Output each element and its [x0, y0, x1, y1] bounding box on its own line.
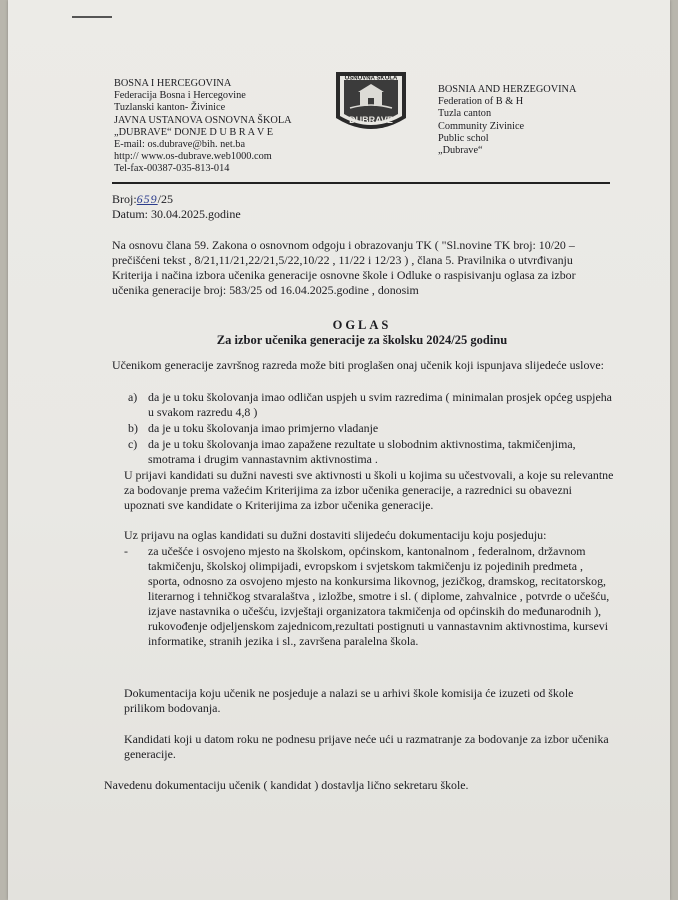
application-paragraph: U prijavi kandidati su dužni navesti sve aktivnosti u školi u kojima su učestvovali, a koje su relevantne za bodovanje prema važećim Kriterijima za izbor učenika generacije, a razrednici su obavezni upoznati sve kandidate o Kriterijima za izbor učenika generacije.	[124, 468, 614, 512]
reference-number	[112, 192, 241, 207]
header-left-line: BOSNA I HERCEGOVINA	[114, 78, 232, 89]
logo-bottom-text: DUBRAVE	[349, 115, 393, 125]
list-item-text: da je u toku školovanja imao primjerno vladanje	[148, 421, 379, 435]
title-line-2: Za izbor učenika generacije za školsku 2024/25 godinu	[216, 333, 508, 347]
header-left-line: „DUBRAVE“ DONJE D U B R A V E	[114, 126, 274, 138]
list-item-text: za učešće i osvojeno mjesto na školskom, općinskom, kantonalnom , federalnom, državnom takmičenju, školskoj olimpijadi, evropskom i svjetskom takmičenju iz pojedinih predmeta , sporta, odnosno za osvojeno mjesto na konkursima likovnog, jezičkog, dramskog, recitatorskog, literarnog i tehničkog stvaralaštva , izložbe, smotre i sl. ( diplome, zahvalnice , potvrde o učešću, izjave nastavnika o učešću, izvještaji organizatora takmičenja od općinskih do međunarodnih ), rukovođenje odjeljenskom zajednicom,rezultati postignuti u vannastavnim aktivnostima, kursevi informatike, stranih jezika i sl., završena paralelna škola.	[148, 544, 610, 648]
document-page	[8, 0, 670, 900]
header-left-line: Federacija Bosna i Hercegovine	[114, 90, 246, 102]
header-right-line: Public schol	[438, 132, 489, 144]
broj-handwritten: 659	[136, 192, 158, 206]
list-item	[112, 544, 612, 649]
delivery-paragraph: Navedenu dokumentaciju učenik ( kandidat ) dostavlja lično sekretaru škole.	[104, 778, 469, 792]
reference-date: Datum: 30.04.2025.godine	[112, 207, 241, 221]
docs-intro: Uz prijavu na oglas kandidati su dužni dostaviti slijedeću dokumentaciju koju posjeduju:	[124, 528, 547, 542]
header-right-line: Tuzla canton	[438, 108, 492, 120]
document-title	[112, 318, 612, 348]
title-line-1: OGLAS	[332, 318, 392, 332]
header-left-line: Tel-fax-00387-035-813-014	[114, 163, 230, 175]
school-emblem-icon	[330, 68, 412, 140]
header-right-line: Community Zivinice	[438, 120, 525, 132]
list-item-text: da je u toku školovanja imao zapažene rezultate u slobodnim aktivnostima, takmičenjima, smotrama i drugim vannastavnim aktivnostima .	[148, 437, 576, 466]
pen-mark	[72, 16, 112, 18]
list-item	[112, 421, 612, 436]
archive-paragraph: Dokumentacija koju učenik ne posjeduje a nalazi se u arhivi škole komisija će izuzeti od škole prilikom bodovanja.	[124, 686, 574, 715]
header-right-line: „Dubrave“	[438, 145, 483, 157]
broj-suffix: /25	[157, 192, 174, 206]
list-item	[112, 437, 612, 467]
header-left-line: Tuzlanski kanton- Živinice	[114, 102, 226, 114]
conditions-list	[112, 390, 612, 468]
header-left-line: E-mail: os.dubrave@bih. net.ba	[114, 139, 246, 151]
docs-list	[112, 544, 612, 650]
broj-label: Broj:	[112, 192, 137, 206]
logo-top-text: OSNOVNA ŠKOLA	[344, 75, 398, 82]
reference-block	[112, 192, 241, 222]
header-left-block	[114, 78, 292, 176]
list-item-label: -	[124, 544, 128, 558]
intro-paragraph: Na osnovu člana 59. Zakona o osnovnom odgoju i obrazovanju TK ( "Sl.novine TK broj: 10/20 – prečišćeni tekst , 8/21,11/21,22/21,5/22,10/22 , 11/22 i 12/23 ) , člana 5. Pravilnika o utvrđivanju Kriterija i načina izbora učenika generacije osnovne škole i Odluke o raspisivanju oglasa za izbor učenika generacije broj: 583/25 od 16.04.2025.godine , donosim	[112, 238, 576, 297]
list-item-label: c)	[128, 437, 138, 451]
header-right-line: BOSNIA AND HERZEGOVINA	[438, 84, 577, 95]
header-divider	[112, 182, 610, 184]
header-left-line: JAVNA USTANOVA OSNOVNA ŠKOLA	[114, 114, 292, 126]
header-right-block	[438, 84, 576, 157]
deadline-paragraph: Kandidati koji u datom roku ne podnesu prijave neće ući u razmatranje za bodovanje za izbor učenika generacije.	[124, 732, 609, 761]
header-left-line: http:// www.os-dubrave.web1000.com	[114, 151, 272, 163]
list-item	[112, 390, 612, 420]
list-item-label: b)	[128, 421, 138, 435]
conditions-intro: Učenikom generacije završnog razreda može biti proglašen onaj učenik koji ispunjava slijedeće uslove:	[112, 358, 604, 372]
header-right-line: Federation of B & H	[438, 96, 524, 108]
list-item-label: a)	[128, 390, 138, 404]
list-item-text: da je u toku školovanja imao odličan uspjeh u svim razredima ( minimalan prosjek općeg uspjeha u svakom razredu 4,8 )	[148, 390, 612, 419]
